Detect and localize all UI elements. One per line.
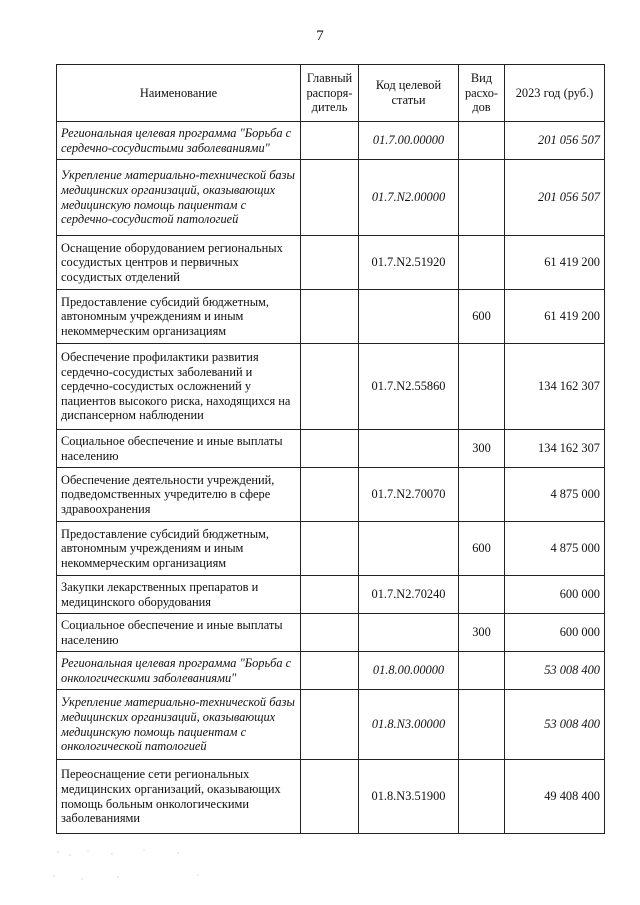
row-manager xyxy=(301,760,359,834)
row-kind xyxy=(459,760,505,834)
row-amount: 4 875 000 xyxy=(505,522,605,576)
row-manager xyxy=(301,236,359,290)
row-name: Обеспечение профилактики развития сердечно-сосудистых заболеваний и сердечно-сосудистых осложнений у пациентов высокого риска, находящихся на диспансерном наблюдении xyxy=(57,344,301,430)
header-amount: 2023 год (руб.) xyxy=(505,65,605,122)
row-manager xyxy=(301,522,359,576)
row-name: Социальное обеспечение и иные выплаты населению xyxy=(57,430,301,468)
budget-table xyxy=(56,64,605,834)
row-amount: 201 056 507 xyxy=(505,160,605,236)
row-amount: 61 419 200 xyxy=(505,236,605,290)
row-kind xyxy=(459,160,505,236)
row-kind: 300 xyxy=(459,614,505,652)
row-kind xyxy=(459,690,505,760)
row-amount: 600 000 xyxy=(505,576,605,614)
table-row xyxy=(57,652,605,690)
header-name: Наименование xyxy=(57,65,301,122)
row-manager xyxy=(301,160,359,236)
row-code: 01.7.00.00000 xyxy=(359,122,459,160)
row-kind: 600 xyxy=(459,290,505,344)
row-name: Закупки лекарственных препаратов и медицинского оборудования xyxy=(57,576,301,614)
table-header-row xyxy=(57,65,605,122)
row-manager xyxy=(301,122,359,160)
row-code: 01.7.N2.51920 xyxy=(359,236,459,290)
row-amount: 134 162 307 xyxy=(505,344,605,430)
table-row xyxy=(57,344,605,430)
row-amount: 600 000 xyxy=(505,614,605,652)
row-name: Региональная целевая программа "Борьба с онкологическими заболеваниями" xyxy=(57,652,301,690)
row-amount: 61 419 200 xyxy=(505,290,605,344)
row-code: 01.7.N2.70070 xyxy=(359,468,459,522)
row-code: 01.7.N2.00000 xyxy=(359,160,459,236)
scan-artifact xyxy=(48,846,228,886)
row-manager xyxy=(301,290,359,344)
row-manager xyxy=(301,344,359,430)
row-amount: 134 162 307 xyxy=(505,430,605,468)
row-manager xyxy=(301,652,359,690)
row-code: 01.8.N3.00000 xyxy=(359,690,459,760)
row-code: 01.8.N3.51900 xyxy=(359,760,459,834)
row-name: Предоставление субсидий бюджетным, автономным учреждениям и иным некоммерческим организациям xyxy=(57,522,301,576)
table-row xyxy=(57,522,605,576)
row-kind xyxy=(459,576,505,614)
row-code: 01.8.00.00000 xyxy=(359,652,459,690)
table-row xyxy=(57,576,605,614)
row-kind xyxy=(459,122,505,160)
row-name: Укрепление материально-технической базы медицинских организаций, оказывающих медицинскую помощь пациентам с онкологической патологией xyxy=(57,690,301,760)
row-manager xyxy=(301,690,359,760)
row-manager xyxy=(301,468,359,522)
header-code: Код целевой статьи xyxy=(359,65,459,122)
row-kind xyxy=(459,344,505,430)
row-amount: 4 875 000 xyxy=(505,468,605,522)
row-amount: 53 008 400 xyxy=(505,690,605,760)
row-manager xyxy=(301,430,359,468)
row-kind xyxy=(459,652,505,690)
row-name: Укрепление материально-технической базы медицинских организаций, оказывающих медицинскую помощь пациентам с сердечно-сосудистой патологией xyxy=(57,160,301,236)
table-row xyxy=(57,236,605,290)
row-code: 01.7.N2.55860 xyxy=(359,344,459,430)
row-kind: 600 xyxy=(459,522,505,576)
row-name: Оснащение оборудованием региональных сосудистых центров и первичных сосудистых отделений xyxy=(57,236,301,290)
row-manager xyxy=(301,576,359,614)
row-kind xyxy=(459,236,505,290)
row-name: Переоснащение сети региональных медицинских организаций, оказывающих помощь больным онкологическими заболеваниями xyxy=(57,760,301,834)
row-code xyxy=(359,614,459,652)
page-number: 7 xyxy=(316,28,324,44)
row-kind: 300 xyxy=(459,430,505,468)
row-amount: 49 408 400 xyxy=(505,760,605,834)
row-code xyxy=(359,522,459,576)
table-row xyxy=(57,760,605,834)
row-kind xyxy=(459,468,505,522)
row-name: Социальное обеспечение и иные выплаты населению xyxy=(57,614,301,652)
table-row xyxy=(57,614,605,652)
row-name: Региональная целевая программа "Борьба с сердечно-сосудистыми заболеваниями" xyxy=(57,122,301,160)
table-row xyxy=(57,122,605,160)
row-manager xyxy=(301,614,359,652)
row-amount: 53 008 400 xyxy=(505,652,605,690)
row-code xyxy=(359,290,459,344)
header-manager: Главный распоря-дитель xyxy=(301,65,359,122)
row-code xyxy=(359,430,459,468)
row-amount: 201 056 507 xyxy=(505,122,605,160)
table-row xyxy=(57,290,605,344)
row-name: Предоставление субсидий бюджетным, автономным учреждениям и иным некоммерческим организациям xyxy=(57,290,301,344)
row-name: Обеспечение деятельности учреждений, подведомственных учредителю в сфере здравоохранения xyxy=(57,468,301,522)
table-row xyxy=(57,690,605,760)
header-kind: Вид расхо-дов xyxy=(459,65,505,122)
table-row xyxy=(57,430,605,468)
row-code: 01.7.N2.70240 xyxy=(359,576,459,614)
table-row xyxy=(57,160,605,236)
table-row xyxy=(57,468,605,522)
